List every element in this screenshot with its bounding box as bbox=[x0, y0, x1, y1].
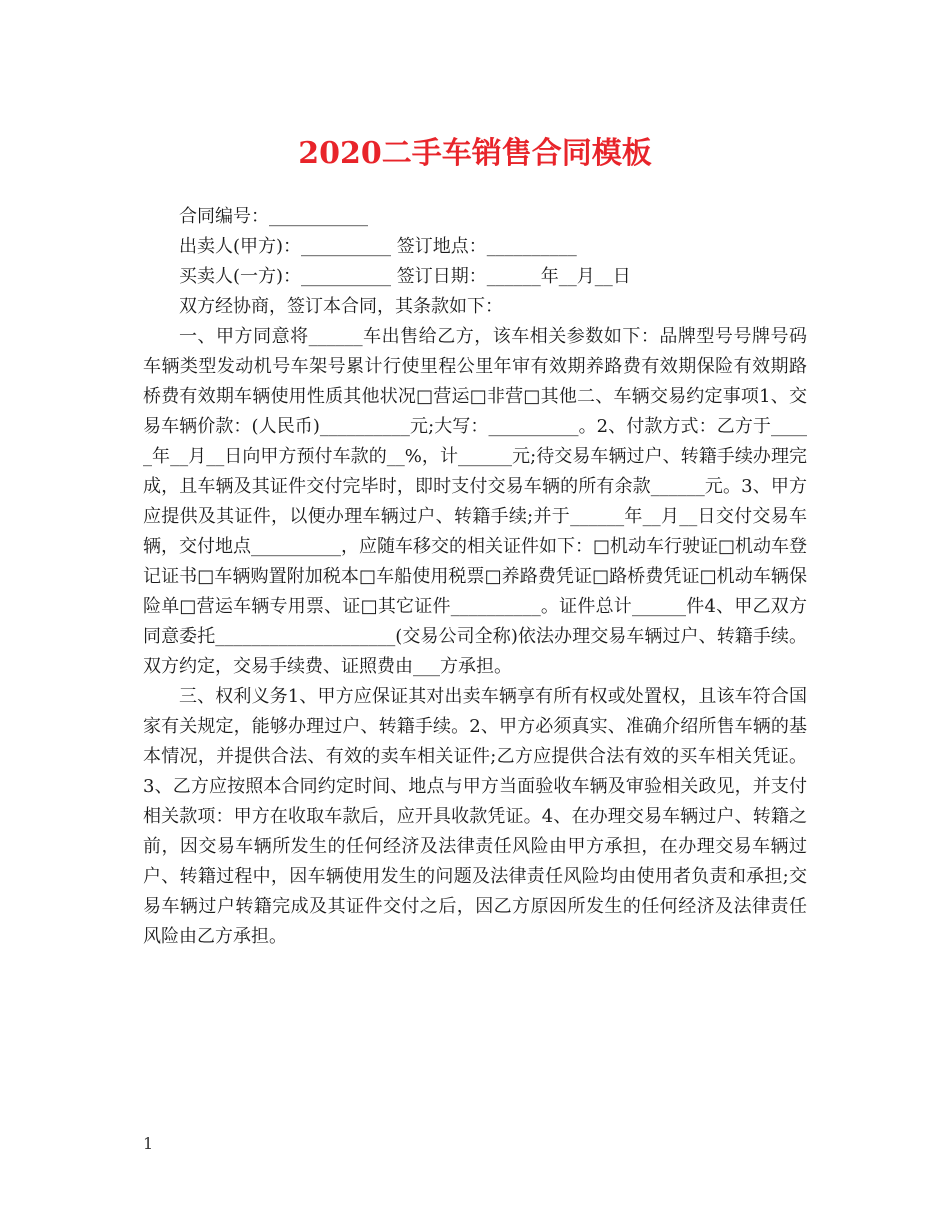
seller-line: 出卖人(甲方)：__________ 签订地点：__________ bbox=[179, 236, 577, 257]
intro-line: 双方经协商，签订本合同，其条款如下： bbox=[179, 296, 503, 317]
contract-number-line: 合同编号：___________ bbox=[179, 206, 368, 227]
page-number: 1 bbox=[143, 1134, 154, 1153]
document-body bbox=[143, 202, 807, 952]
buyer-line: 买卖人(一方)：__________ 签订日期：______年__月__日 bbox=[179, 266, 631, 287]
paragraph-terms: 一、甲方同意将______车出售给乙方，该车相关参数如下：品牌型号号牌号码车辆类型发动机号车架号累计行使里程公里年审有效期养路费有效期保险有效期路桥费有效期车辆使用性质其他状况□营运□非营□其他二、车辆交易约定事项1、交易车辆价款：(人民币)__________元;大写：__________。2、付款方式：乙方于_____年__月__日向甲方预付车款的__%，计______元;待交易车辆过户、转籍手续办理完成，且车辆及其证件交付完毕时，即时支付交易车辆的所有余款______元。3、甲方应提供及其证件，以便办理车辆过户、转籍手续;并于______年__月__日交付交易车辆，交付地点__________，应随车移交的相关证件如下：□机动车行驶证□机动车登记证书□车辆购置附加税本□车船使用税票□养路费凭证□路桥费凭证□机动车辆保险单□营运车辆专用票、证□其它证件__________。证件总计______件4、甲乙双方同意委托____________________(交易公司全称)依法办理交易车辆过户、转籍手续。双方约定，交易手续费、证照费由___方承担。 bbox=[143, 326, 808, 677]
paragraph-rights: 三、权利义务1、甲方应保证其对出卖车辆享有所有权或处置权，且该车符合国家有关规定，能够办理过户、转籍手续。2、甲方必须真实、准确介绍所售车辆的基本情况，并提供合法、有效的卖车相关证件;乙方应提供合法有效的买车相关凭证。3、乙方应按照本合同约定时间、地点与甲方当面验收车辆及审验相关政见，并支付相关款项：甲方在收取车款后，应开具收款凭证。4、在办理交易车辆过户、转籍之前，因交易车辆所发生的任何经济及法律责任风险由甲方承担，在办理交易车辆过户、转籍过程中，因车辆使用发生的问题及法律责任风险均由使用者负责和承担;交易车辆过户转籍完成及其证件交付之后，因乙方原因所发生的任何经济及法律责任风险由乙方承担。 bbox=[143, 686, 807, 947]
document-title: 2020二手车销售合同模板 bbox=[298, 136, 652, 171]
